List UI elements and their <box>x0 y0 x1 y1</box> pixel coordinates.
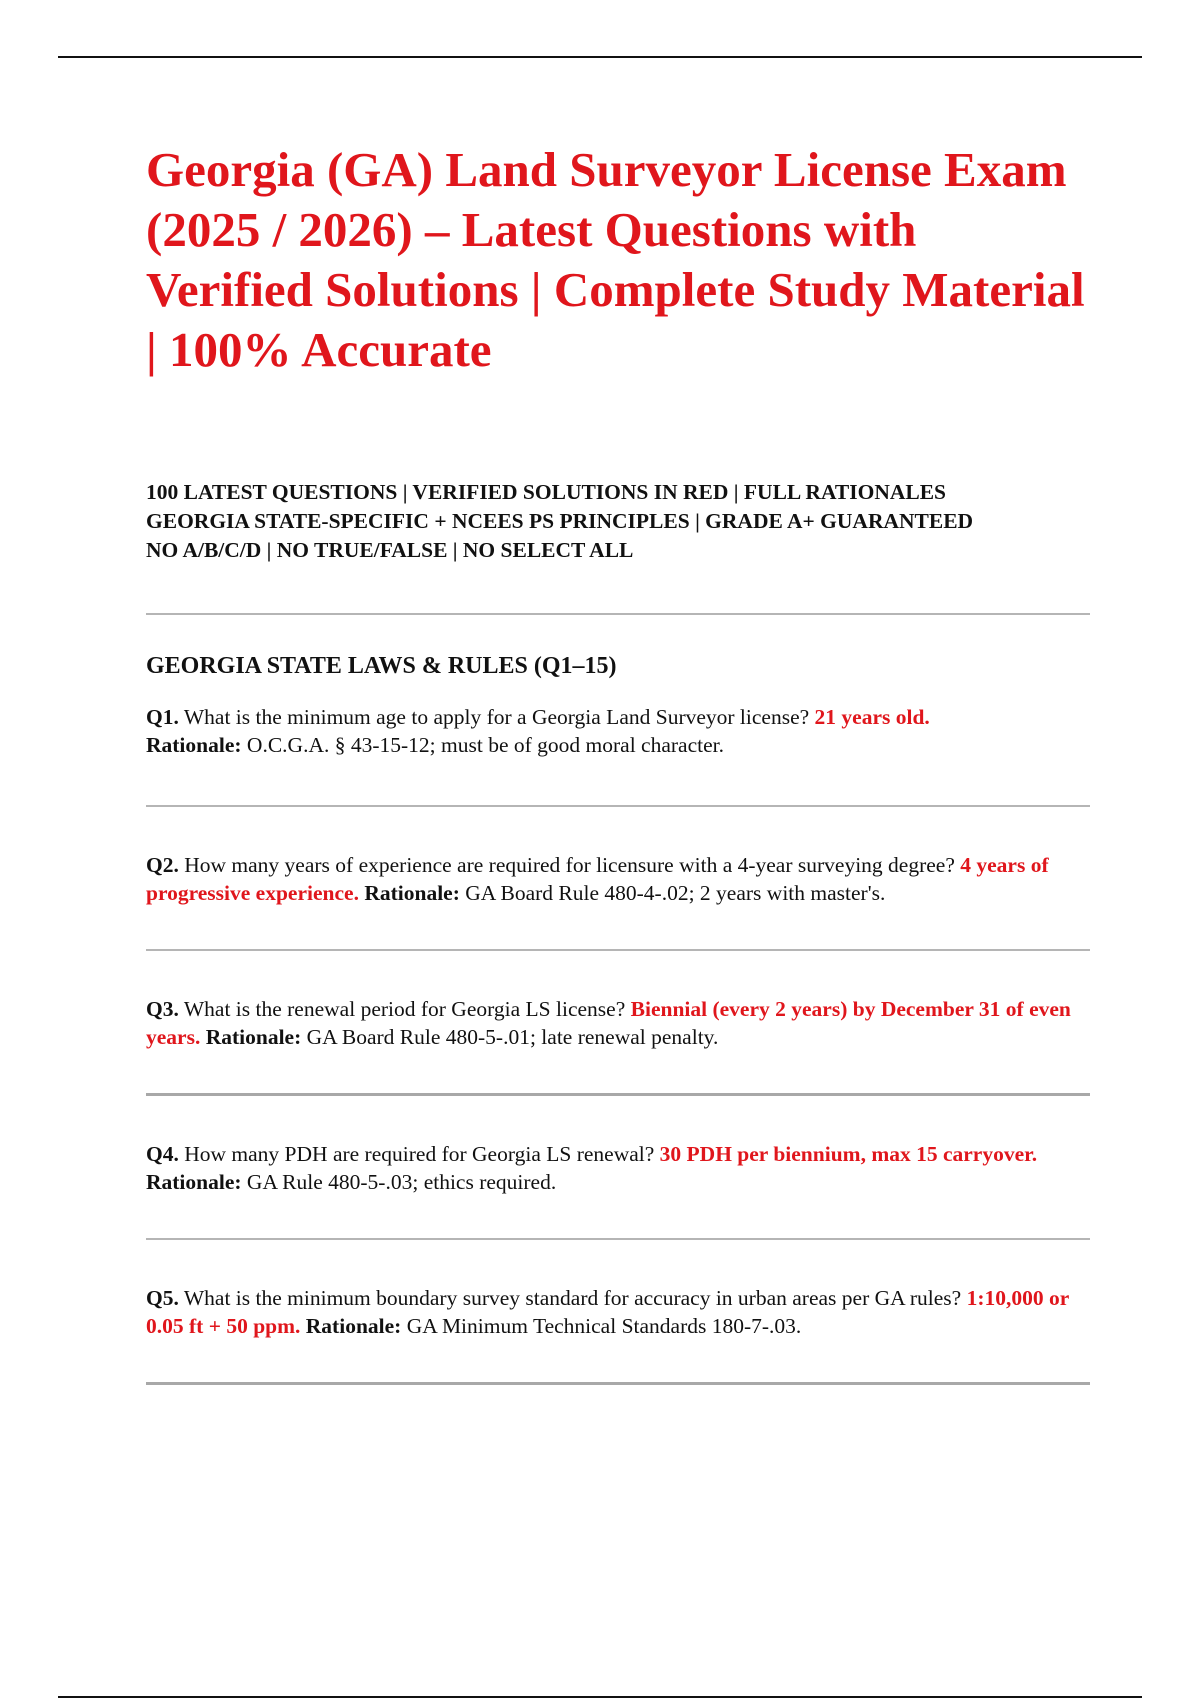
rationale-label: Rationale: <box>305 1314 402 1338</box>
answer-text: 1:10,000 or 0.05 ft + 50 ppm. <box>146 1286 1069 1338</box>
tagline-line: NO A/B/C/D | NO TRUE/FALSE | NO SELECT ALL <box>146 538 634 562</box>
question-number: Q1. <box>146 705 179 729</box>
question-item <box>146 1284 1090 1340</box>
document-body <box>146 140 1090 1385</box>
document-title: Georgia (GA) Land Surveyor License Exam (2025 / 2026) – Latest Questions with Verified Solutions | Complete Study Material | 100% Accurate <box>146 142 1085 377</box>
rationale-text: GA Rule 480-5-.03; ethics required. <box>246 1170 557 1194</box>
answer-text: 4 years of progressive experience. <box>146 853 1049 905</box>
question-text: How many PDH are required for Georgia LS renewal? <box>184 1142 655 1166</box>
rationale-text: GA Minimum Technical Standards 180-7-.03. <box>406 1314 802 1338</box>
question-separator <box>146 1382 1090 1385</box>
tagline-line: 100 LATEST QUESTIONS | VERIFIED SOLUTIONS IN RED | FULL RATIONALES <box>146 480 947 504</box>
rationale-label: Rationale: <box>364 881 460 905</box>
question-item <box>146 995 1090 1051</box>
question-text: What is the renewal period for Georgia LS license? <box>183 997 626 1021</box>
question-text: What is the minimum age to apply for a Georgia Land Surveyor license? <box>183 705 810 729</box>
tagline-block <box>146 478 1090 565</box>
rationale-label: Rationale: <box>146 1170 242 1194</box>
question-text: What is the minimum boundary survey standard for accuracy in urban areas per GA rules? <box>183 1286 962 1310</box>
question-number: Q4. <box>146 1142 179 1166</box>
section-separator <box>146 613 1090 615</box>
question-number: Q5. <box>146 1286 179 1310</box>
question-separator <box>146 1093 1090 1096</box>
answer-text: 30 PDH per biennium, max 15 carryover. <box>659 1142 1038 1166</box>
question-text: How many years of experience are required for licensure with a 4-year surveying degree? <box>184 853 955 877</box>
tagline-line: GEORGIA STATE-SPECIFIC + NCEES PS PRINCIPLES | GRADE A+ GUARANTEED <box>146 509 974 533</box>
page-top-rule <box>58 56 1142 58</box>
rationale-text: GA Board Rule 480-4-.02; 2 years with master's. <box>465 881 886 905</box>
page-bottom-rule <box>58 1696 1142 1698</box>
question-separator <box>146 1238 1090 1240</box>
question-item <box>146 851 1090 907</box>
rationale-text: GA Board Rule 480-5-.01; late renewal penalty. <box>306 1025 719 1049</box>
answer-text: 21 years old. <box>814 705 930 729</box>
question-number: Q3. <box>146 997 179 1021</box>
question-separator <box>146 949 1090 951</box>
question-item <box>146 703 1090 759</box>
section-heading: GEORGIA STATE LAWS & RULES (Q1–15) <box>146 653 617 679</box>
question-separator <box>146 805 1090 807</box>
rationale-text: O.C.G.A. § 43-15-12; must be of good moral character. <box>246 733 724 757</box>
answer-text: Biennial (every 2 years) by December 31 of even years. <box>146 997 1071 1049</box>
rationale-label: Rationale: <box>205 1025 302 1049</box>
question-number: Q2. <box>146 853 179 877</box>
question-item <box>146 1140 1090 1196</box>
rationale-label: Rationale: <box>146 733 242 757</box>
